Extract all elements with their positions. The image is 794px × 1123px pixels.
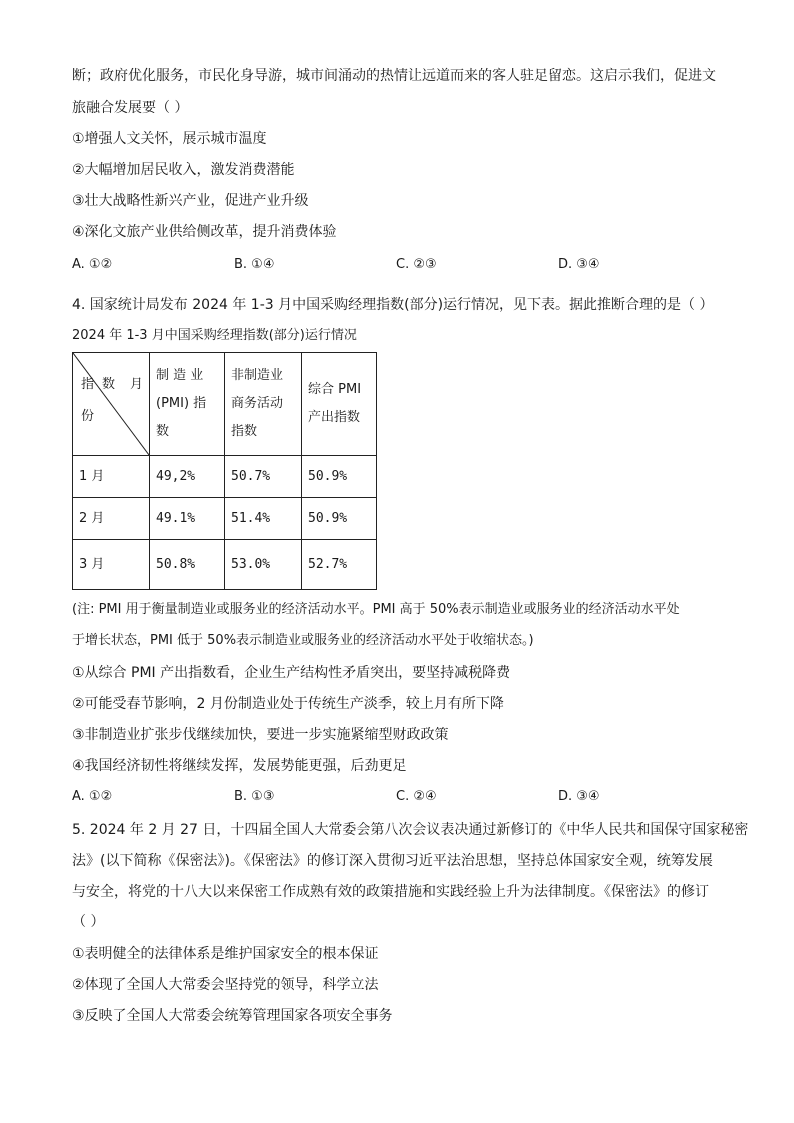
q4-item-4: ④我国经济韧性将继续发挥，发展势能更强，后劲更足 <box>72 758 407 774</box>
q3-item-1: ①增强人文关怀，展示城市温度 <box>72 131 267 147</box>
header-text: 指数 <box>231 424 258 439</box>
q4-item-3: ③非制造业扩张步伐继续加快，要进一步实施紧缩型财政政策 <box>72 727 449 743</box>
row-month: 1 月 <box>73 456 150 498</box>
q5-item-2: ②体现了全国人大常委会坚持党的领导，科学立法 <box>72 977 379 993</box>
q4-option-c[interactable]: C. ②④ <box>396 789 437 804</box>
pmi-table <box>72 352 377 590</box>
cell-value: 51.4% <box>225 498 302 540</box>
cell-value: 52.7% <box>302 540 377 590</box>
q4-option-b[interactable]: B. ①③ <box>234 789 275 804</box>
q4-table-caption: 2024 年 1-3 月中国采购经理指数(部分)运行情况 <box>72 328 357 343</box>
corner-label-index: 指数 <box>81 377 124 392</box>
table-row <box>73 456 377 498</box>
cell-value: 50.9% <box>302 498 377 540</box>
header-text: 综合 PMI <box>308 382 362 397</box>
q3-stem-line2: 旅融合发展要（ ） <box>72 100 189 116</box>
q3-item-3: ③壮大战略性新兴产业，促进产业升级 <box>72 193 309 209</box>
q3-item-2: ②大幅增加居民收入，激发消费潜能 <box>72 162 295 178</box>
cell-value: 49.1% <box>150 498 225 540</box>
q5-stem-line4: （ ） <box>72 914 105 930</box>
table-header-row <box>73 353 377 456</box>
header-composite-pmi <box>302 353 377 456</box>
header-text: (PMI) 指 <box>156 396 207 411</box>
header-text: 非制造业 <box>231 368 284 383</box>
q4-option-d[interactable]: D. ③④ <box>558 789 600 804</box>
q3-option-c[interactable]: C. ②③ <box>396 257 437 272</box>
header-text: 数 <box>156 424 170 439</box>
row-month: 2 月 <box>73 498 150 540</box>
q5-item-3: ③反映了全国人大常委会统筹管理国家各项安全事务 <box>72 1008 393 1024</box>
header-text: 制 造 业 <box>156 368 204 383</box>
q4-item-2: ②可能受春节影响，2 月份制造业处于传统生产淡季，较上月有所下降 <box>72 696 504 712</box>
q3-item-4: ④深化文旅产业供给侧改革，提升消费体验 <box>72 224 337 240</box>
q4-note-line2: 于增长状态，PMI 低于 50%表示制造业或服务业的经济活动水平处于收缩状态。) <box>72 633 534 648</box>
q5-stem-line1: 5. 2024 年 2 月 27 日，十四届全国人大常委会第八次会议表决通过新修订的《中华人民共和国保守国家秘密 <box>72 822 749 838</box>
q5-stem-line3: 与安全，将党的十八大以来保密工作成熟有效的政策措施和实践经验上升为法律制度。《保密法》的修订 <box>72 884 709 900</box>
cell-value: 50.7% <box>225 456 302 498</box>
corner-label-month: 月 <box>129 377 143 392</box>
header-text: 产出指数 <box>308 410 361 425</box>
q5-stem-line2: 法》(以下简称《保密法》)。《保密法》的修订深入贯彻习近平法治思想，坚持总体国家安全观，统筹发展 <box>72 853 713 869</box>
q4-item-1: ①从综合 PMI 产出指数看，企业生产结构性矛盾突出，要坚持减税降费 <box>72 665 511 681</box>
q3-stem-line1: 断；政府优化服务，市民化身导游，城市间涌动的热情让远道而来的客人驻足留恋。这启示我们，促进文 <box>72 68 716 84</box>
table-row <box>73 540 377 590</box>
cell-value: 53.0% <box>225 540 302 590</box>
header-text: 商务活动 <box>231 396 284 411</box>
cell-value: 49,2% <box>150 456 225 498</box>
cell-value: 50.9% <box>302 456 377 498</box>
q4-stem: 4. 国家统计局发布 2024 年 1-3 月中国采购经理指数(部分)运行情况，见下表。据此推断合理的是（ ） <box>72 297 714 313</box>
q5-item-1: ①表明健全的法律体系是维护国家安全的根本保证 <box>72 946 379 962</box>
header-manufacturing-pmi <box>150 353 225 456</box>
corner-label-fen: 份 <box>81 409 95 424</box>
q4-option-a[interactable]: A. ①② <box>72 789 113 804</box>
table-row <box>73 498 377 540</box>
row-month: 3 月 <box>73 540 150 590</box>
q4-note-line1: (注: PMI 用于衡量制造业或服务业的经济活动水平。PMI 高于 50%表示制造业或服务业的经济活动水平处 <box>72 602 680 617</box>
cell-value: 50.8% <box>150 540 225 590</box>
q3-option-d[interactable]: D. ③④ <box>558 257 600 272</box>
header-non-manufacturing <box>225 353 302 456</box>
table-corner-cell <box>73 353 150 456</box>
q3-option-b[interactable]: B. ①④ <box>234 257 275 272</box>
q3-option-a[interactable]: A. ①② <box>72 257 113 272</box>
